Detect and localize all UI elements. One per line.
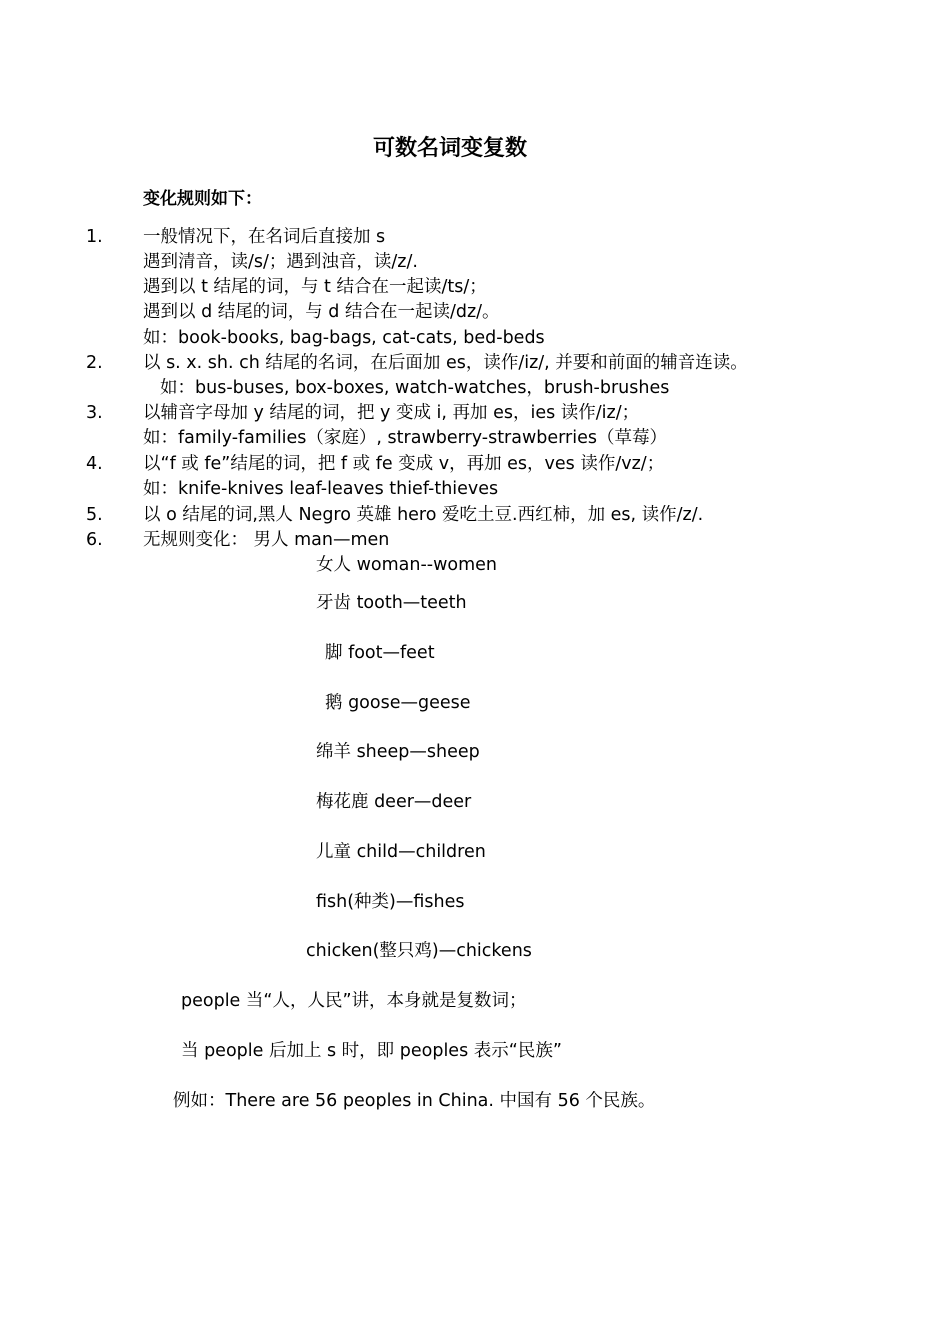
irregular-item-child: 儿童 child—children (316, 842, 486, 862)
section-heading: 变化规则如下： (143, 189, 262, 209)
irregular-item-chicken: chicken(整只鸡)—chickens (306, 941, 532, 961)
rule-3-line-1: 以辅音字母加 y 结尾的词，把 y 变成 i, 再加 es，ies 读作/iz/； (143, 403, 640, 423)
irregular-item-woman: 女人 woman--women (316, 555, 497, 575)
rule-3-example: 如：family-families（家庭）, strawberry-strawberries（草莓） (143, 428, 667, 448)
rule-2-line-1: 以 s. x. sh. ch 结尾的名词，在后面加 es，读作/iz/, 并要和前面的辅音连读。 (143, 353, 748, 373)
rule-3-number: 3. (86, 403, 103, 423)
rule-1-line-1: 一般情况下，在名词后直接加 s (143, 227, 386, 247)
note-example: 例如：There are 56 peoples in China. 中国有 56 个民族。 (173, 1091, 656, 1111)
rule-1-example: 如：book-books, bag-bags, cat-cats, bed-beds (143, 328, 545, 348)
rule-5-line-1: 以 o 结尾的词,黑人 Negro 英雄 hero 爱吃土豆.西红柿，加 es, 读作/z/. (143, 505, 704, 525)
irregular-item-sheep: 绵羊 sheep—sheep (316, 742, 480, 762)
irregular-item-foot: 脚 foot—feet (325, 643, 435, 663)
note-peoples: 当 people 后加上 s 时，即 peoples 表示“民族” (181, 1041, 562, 1061)
rule-1-line-4: 遇到以 d 结尾的词，与 d 结合在一起读/dz/。 (143, 302, 500, 322)
rule-5-number: 5. (86, 505, 103, 525)
irregular-item-goose: 鹅 goose—geese (325, 693, 471, 713)
rule-2-example: 如：bus-buses, box-boxes, watch-watches，brush-brushes (160, 378, 670, 398)
rule-4-example: 如：knife-knives leaf-leaves thief-thieves (143, 479, 499, 499)
rule-1-number: 1. (86, 227, 103, 247)
rule-2-number: 2. (86, 353, 103, 373)
note-people: people 当“人，人民”讲，本身就是复数词； (181, 991, 527, 1011)
rule-6-line-1: 无规则变化： 男人 man—men (143, 530, 390, 550)
irregular-item-fish: fish(种类)—fishes (316, 892, 465, 912)
rule-4-number: 4. (86, 454, 103, 474)
rule-4-line-1: 以“f 或 fe”结尾的词，把 f 或 fe 变成 v，再加 es，ves 读作/vz/； (143, 454, 665, 474)
page-title: 可数名词变复数 (372, 136, 527, 161)
irregular-item-tooth: 牙齿 tooth—teeth (316, 593, 467, 613)
irregular-item-deer: 梅花鹿 deer—deer (316, 792, 472, 812)
rule-6-number: 6. (86, 530, 103, 550)
rule-1-line-3: 遇到以 t 结尾的词，与 t 结合在一起读/ts/； (143, 277, 487, 297)
rule-1-line-2: 遇到清音，读/s/；遇到浊音，读/z/. (143, 252, 418, 272)
